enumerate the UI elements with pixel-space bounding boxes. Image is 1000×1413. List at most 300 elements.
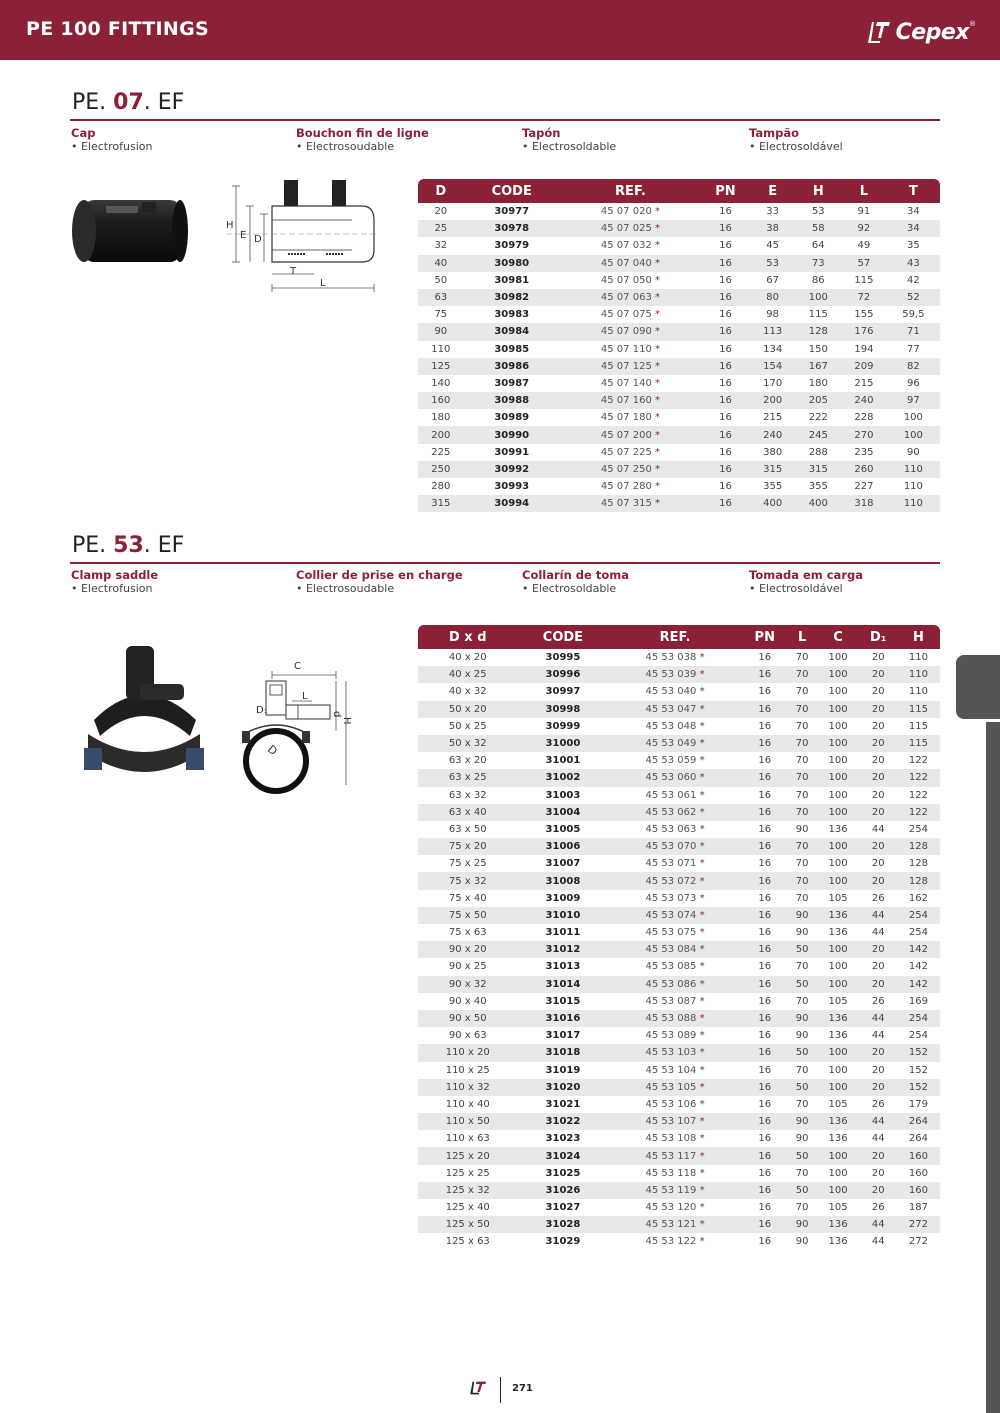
table-cell-code: 31016 — [545, 1013, 581, 1025]
table-cell-code: 30998 — [545, 703, 581, 715]
table-cell: 90 — [795, 1219, 809, 1231]
ref-asterisk: * — [699, 1116, 705, 1128]
table-row — [418, 1165, 940, 1182]
table-cell-ref: 45 53 072 * — [645, 875, 705, 887]
ref-asterisk: * — [699, 720, 705, 732]
column-header: CODE — [491, 183, 532, 199]
table-cell-code: 31002 — [545, 772, 581, 784]
table-cell: 136 — [828, 1133, 848, 1145]
table-row — [418, 666, 940, 683]
table-cell: 110 x 50 — [445, 1116, 490, 1128]
table-row — [418, 461, 940, 478]
table-cell-ref: 45 53 085 * — [645, 961, 705, 973]
table-cell: 20 — [871, 806, 885, 818]
ref-asterisk: * — [699, 1064, 705, 1076]
table-cell: 179 — [908, 1098, 928, 1110]
diagram-label-h: H — [226, 220, 234, 231]
table-cell: 400 — [808, 498, 828, 510]
table-cell: 254 — [908, 909, 928, 921]
footer-logo-icon — [468, 1380, 490, 1396]
table-cell: 136 — [828, 823, 848, 835]
table-cell: 100 — [828, 703, 848, 715]
table-row — [418, 426, 940, 443]
table-cell: 53 — [766, 257, 780, 269]
table-cell-code: 30982 — [494, 292, 530, 304]
ref-asterisk: * — [699, 1184, 705, 1196]
ref-asterisk: * — [699, 995, 705, 1007]
ref-asterisk: * — [699, 738, 705, 750]
table-cell: 100 — [903, 412, 923, 424]
table-cell: 20 — [871, 1184, 885, 1196]
table-cell: 63 x 20 — [448, 755, 487, 767]
table-cell: 200 — [431, 429, 451, 441]
table-cell: 16 — [719, 292, 732, 304]
table-cell-code: 31005 — [545, 823, 581, 835]
table-cell-code: 30986 — [494, 360, 530, 372]
table-cell-code: 31006 — [545, 841, 581, 853]
table-cell: 20 — [871, 669, 885, 681]
ref-asterisk: * — [699, 669, 705, 681]
table-row — [418, 358, 940, 375]
table-cell: 100 — [828, 686, 848, 698]
side-index-tab[interactable] — [956, 655, 1000, 719]
table-cell: 110 — [903, 463, 923, 475]
table-cell-code: 30977 — [494, 206, 530, 218]
section-title-pe53: PE. 53. EF — [72, 533, 185, 558]
table-row — [418, 838, 940, 855]
table-cell: 50 x 25 — [448, 720, 487, 732]
ref-asterisk: * — [655, 343, 660, 355]
table-cell: 240 — [763, 429, 783, 441]
table-row — [418, 872, 940, 889]
table-cell: 209 — [854, 360, 874, 372]
table-cell: 16 — [758, 1236, 772, 1248]
ref-asterisk: * — [699, 944, 705, 956]
table-cell: 245 — [808, 429, 828, 441]
table-cell: 20 — [871, 1047, 885, 1059]
table-cell: 70 — [795, 720, 809, 732]
table-cell: 136 — [828, 1219, 848, 1231]
table-cell: 170 — [763, 377, 783, 389]
table-cell-code: 30981 — [494, 274, 530, 286]
table-cell: 20 — [871, 1167, 885, 1179]
table-cell: 70 — [795, 686, 809, 698]
column-header: L — [798, 629, 807, 645]
table-cell: 100 — [828, 841, 848, 853]
table-cell-code: 31022 — [545, 1116, 581, 1128]
table-row — [418, 735, 940, 752]
table-cell-ref: 45 07 250 * — [600, 463, 660, 475]
table-cell-ref: 45 53 122 * — [645, 1236, 705, 1248]
table-cell: 16 — [758, 1167, 772, 1179]
table-row — [418, 701, 940, 718]
table-cell: 53 — [811, 206, 825, 218]
lang-english: Cap • Electrofusion — [71, 126, 153, 153]
table-cell-ref: 45 53 070 * — [645, 841, 705, 853]
table-cell: 280 — [431, 481, 451, 493]
table-cell: 16 — [719, 429, 732, 441]
table-cell: 44 — [871, 1030, 885, 1042]
header-title: PE 100 FITTINGS — [26, 18, 209, 40]
table-cell-ref: 45 53 088 * — [645, 1013, 705, 1025]
table-cell: 70 — [795, 789, 809, 801]
table-cell: 380 — [763, 446, 783, 458]
table-cell: 50 x 20 — [448, 703, 487, 715]
ref-asterisk: * — [699, 1150, 705, 1162]
table-cell: 100 — [828, 875, 848, 887]
table-cell: 100 — [903, 429, 923, 441]
table-cell: 128 — [908, 841, 928, 853]
table-cell: 16 — [758, 1047, 772, 1059]
table-cell: 194 — [854, 343, 874, 355]
table-cell: 100 — [828, 961, 848, 973]
table-cell: 115 — [854, 274, 874, 286]
table-cell: 73 — [811, 257, 825, 269]
table-cell: 125 x 40 — [445, 1202, 490, 1214]
table-cell: 40 x 20 — [448, 652, 487, 664]
table-cell: 72 — [857, 292, 871, 304]
table-cell: 40 x 25 — [448, 669, 487, 681]
table-cell: 70 — [795, 961, 809, 973]
table-cell-ref: 45 07 200 * — [600, 429, 660, 441]
table-row — [418, 444, 940, 461]
table-cell: 315 — [763, 463, 783, 475]
table-cell: 20 — [871, 858, 885, 870]
table-cell-ref: 45 53 084 * — [645, 944, 705, 956]
table-cell: 90 x 25 — [448, 961, 487, 973]
table-cell: 16 — [758, 892, 772, 904]
table-cell: 16 — [758, 909, 772, 921]
table-cell: 34 — [907, 223, 920, 235]
table-row — [418, 306, 940, 323]
table-row — [418, 1182, 940, 1199]
table-cell: 122 — [908, 755, 928, 767]
table-cell: 75 x 25 — [448, 858, 487, 870]
table-cell: 16 — [719, 377, 732, 389]
column-header: PN — [754, 629, 775, 645]
table-cell: 16 — [719, 498, 732, 510]
table-cell: 77 — [907, 343, 920, 355]
table-row — [418, 272, 940, 289]
diagram-label-d: D — [264, 742, 280, 758]
table-cell: 100 — [828, 1047, 848, 1059]
table-row — [418, 1010, 940, 1027]
table-cell-code: 30979 — [494, 240, 530, 252]
column-header: D₁ — [869, 629, 887, 645]
table-cell: 16 — [758, 995, 772, 1007]
table-cell: 254 — [908, 1013, 928, 1025]
table-cell: 92 — [857, 223, 871, 235]
table-row — [418, 1147, 940, 1164]
table-cell: 16 — [758, 738, 772, 750]
table-cell: 20 — [871, 944, 885, 956]
table-cell: 100 — [828, 720, 848, 732]
table-cell: 58 — [811, 223, 825, 235]
table-cell: 16 — [758, 978, 772, 990]
ref-asterisk: * — [699, 1236, 705, 1248]
table-cell-ref: 45 07 020 * — [600, 206, 660, 218]
table-cell: 100 — [828, 755, 848, 767]
table-cell: 105 — [828, 892, 848, 904]
table-cell: 90 — [795, 823, 809, 835]
table-cell: 75 x 63 — [448, 927, 487, 939]
ref-asterisk: * — [699, 841, 705, 853]
table-row — [418, 683, 940, 700]
table-row — [418, 1113, 940, 1130]
table-cell: 122 — [908, 772, 928, 784]
table-cell-code: 30994 — [494, 498, 530, 510]
column-header: PN — [715, 183, 736, 199]
table-cell: 16 — [758, 755, 772, 767]
table-cell-code: 30985 — [494, 343, 530, 355]
diagram-label-h: H — [341, 717, 352, 725]
table-cell: 70 — [795, 1064, 809, 1076]
table-cell: 49 — [857, 240, 871, 252]
column-header: L — [859, 183, 869, 199]
table-cell: 222 — [808, 412, 828, 424]
table-row — [418, 220, 940, 237]
table-cell-code: 30989 — [494, 412, 530, 424]
table-cell-ref: 45 53 106 * — [645, 1098, 705, 1110]
table-cell: 100 — [828, 772, 848, 784]
table-cell: 20 — [871, 978, 885, 990]
diagram-label-d1: D₁ — [256, 705, 268, 716]
table-cell: 100 — [828, 669, 848, 681]
ref-asterisk: * — [655, 326, 660, 338]
table-cell: 113 — [763, 326, 783, 338]
table-cell: 42 — [907, 274, 920, 286]
table-cell-code: 31015 — [545, 995, 581, 1007]
table-cell: 50 — [795, 978, 809, 990]
ref-asterisk: * — [699, 1167, 705, 1179]
table-cell: 70 — [795, 858, 809, 870]
table-row — [418, 1044, 940, 1061]
cap-product-image — [66, 188, 196, 278]
table-cell: 50 — [795, 1081, 809, 1093]
table-cell: 105 — [828, 1098, 848, 1110]
table-cell: 100 — [828, 1150, 848, 1162]
table-cell: 110 x 63 — [445, 1133, 490, 1145]
table-cell: 70 — [795, 806, 809, 818]
table-cell: 110 — [908, 669, 928, 681]
table-cell: 20 — [434, 206, 448, 218]
diagram-label-e: E — [240, 230, 247, 241]
table-cell: 20 — [871, 738, 885, 750]
table-cell: 110 x 32 — [445, 1081, 490, 1093]
table-cell-code: 31024 — [545, 1150, 581, 1162]
table-cell-code: 30993 — [494, 481, 530, 493]
table-cell-code: 31011 — [545, 927, 581, 939]
table-row — [418, 649, 940, 666]
diagram-label-c: C — [294, 661, 301, 672]
table-cell: 90 — [795, 1133, 809, 1145]
table-cell: 34 — [907, 206, 920, 218]
table-cell: 152 — [908, 1081, 928, 1093]
ref-asterisk: * — [699, 1030, 705, 1042]
column-header: D — [435, 183, 447, 199]
table-cell-code: 30980 — [494, 257, 530, 269]
table-cell-code: 30997 — [545, 686, 581, 698]
ref-asterisk: * — [655, 481, 660, 493]
table-cell: 152 — [908, 1064, 928, 1076]
table-cell-ref: 45 07 025 * — [600, 223, 660, 235]
ref-asterisk: * — [699, 961, 705, 973]
table-cell: 100 — [828, 652, 848, 664]
table-cell: 20 — [871, 686, 885, 698]
table-cell: 90 — [795, 927, 809, 939]
clamp-saddle-product-image — [74, 640, 214, 790]
table-cell-ref: 45 53 103 * — [645, 1047, 705, 1059]
table-row — [418, 1130, 940, 1147]
table-cell: 355 — [808, 481, 828, 493]
table-cell-ref: 45 07 180 * — [600, 412, 660, 424]
table-cell: 115 — [808, 309, 828, 321]
table-cell: 136 — [828, 1030, 848, 1042]
table-cell-ref: 45 53 063 * — [645, 823, 705, 835]
table-cell: 75 x 20 — [448, 841, 487, 853]
table-cell: 140 — [431, 377, 451, 389]
ref-asterisk: * — [655, 498, 660, 510]
table-cell: 20 — [871, 875, 885, 887]
table-cell-ref: 45 53 039 * — [645, 669, 705, 681]
table-cell-code: 31008 — [545, 875, 581, 887]
table-cell: 16 — [719, 412, 732, 424]
ref-asterisk: * — [699, 823, 705, 835]
table-cell: 50 — [795, 1184, 809, 1196]
table-cell: 100 — [828, 806, 848, 818]
table-cell: 70 — [795, 995, 809, 1007]
table-cell: 70 — [795, 772, 809, 784]
table-cell: 136 — [828, 1236, 848, 1248]
table-cell-ref: 45 53 073 * — [645, 892, 705, 904]
table-row — [418, 958, 940, 975]
table-row — [418, 203, 940, 220]
table-row — [418, 392, 940, 409]
table-cell: 20 — [871, 772, 885, 784]
column-header: C — [833, 629, 843, 645]
column-header: E — [768, 183, 778, 199]
table-cell: 176 — [854, 326, 874, 338]
table-cell: 44 — [871, 823, 885, 835]
table-cell: 63 x 25 — [448, 772, 487, 784]
table-row — [418, 941, 940, 958]
table-cell: 70 — [795, 1202, 809, 1214]
table-cell: 70 — [795, 669, 809, 681]
diagram-label-d-small: d — [331, 711, 342, 718]
table-cell-code: 31026 — [545, 1184, 581, 1196]
table-cell: 105 — [828, 1202, 848, 1214]
table-cell: 44 — [871, 1219, 885, 1231]
table-cell: 25 — [434, 223, 448, 235]
table-cell-ref: 45 07 050 * — [600, 274, 660, 286]
table-cell: 90 — [795, 1236, 809, 1248]
ref-asterisk: * — [699, 755, 705, 767]
table-cell: 16 — [758, 927, 772, 939]
table-cell-code: 30990 — [494, 429, 530, 441]
table-cell: 400 — [763, 498, 783, 510]
table-row — [418, 718, 940, 735]
table-cell: 63 x 40 — [448, 806, 487, 818]
table-cell-ref: 45 07 315 * — [600, 498, 660, 510]
table-cell-ref: 45 07 063 * — [600, 292, 660, 304]
ref-asterisk: * — [655, 412, 660, 424]
table-cell-code: 31013 — [545, 961, 581, 973]
table-cell: 105 — [828, 995, 848, 1007]
table-cell: 90 x 50 — [448, 1013, 487, 1025]
table-cell-code: 30984 — [494, 326, 530, 338]
cap-technical-diagram — [222, 176, 382, 296]
table-cell: 16 — [719, 223, 732, 235]
table-cell: 86 — [811, 274, 825, 286]
table-cell-code: 31018 — [545, 1047, 581, 1059]
table-cell-ref: 45 53 104 * — [645, 1064, 705, 1076]
table-cell: 180 — [431, 412, 451, 424]
table-cell: 75 x 50 — [448, 909, 487, 921]
table-cell: 70 — [795, 841, 809, 853]
clamp-saddle-technical-diagram — [236, 655, 362, 795]
table-cell: 70 — [795, 892, 809, 904]
table-cell-code: 31023 — [545, 1133, 581, 1145]
table-cell: 70 — [795, 703, 809, 715]
table-cell: 16 — [758, 1184, 772, 1196]
table-cell: 16 — [758, 772, 772, 784]
table-cell: 16 — [719, 257, 732, 269]
table-cell: 90 x 32 — [448, 978, 487, 990]
table-cell: 44 — [871, 927, 885, 939]
ref-asterisk: * — [699, 686, 705, 698]
table-cell-ref: 45 07 040 * — [600, 257, 660, 269]
diagram-label-l: L — [320, 278, 326, 289]
table-cell: 110 — [908, 652, 928, 664]
ref-asterisk: * — [655, 292, 660, 304]
table-cell-ref: 45 07 090 * — [600, 326, 660, 338]
table-cell-code: 31009 — [545, 892, 581, 904]
column-header: REF. — [615, 183, 646, 199]
table-cell: 215 — [763, 412, 783, 424]
table-cell: 16 — [758, 1219, 772, 1231]
lang-spanish: Collarín de toma • Electrosoldable — [522, 568, 629, 595]
table-cell: 136 — [828, 909, 848, 921]
table-cell: 97 — [907, 395, 920, 407]
table-cell: 33 — [766, 206, 780, 218]
table-cell: 318 — [854, 498, 874, 510]
table-cell: 16 — [758, 875, 772, 887]
table-cell: 40 x 32 — [448, 686, 487, 698]
table-cell: 16 — [719, 240, 732, 252]
table-cell: 110 — [908, 686, 928, 698]
table-cell: 38 — [766, 223, 780, 235]
table-cell: 272 — [908, 1236, 928, 1248]
ref-asterisk: * — [699, 772, 705, 784]
table-row — [418, 993, 940, 1010]
table-cell: 90 — [795, 909, 809, 921]
table-cell: 90 — [795, 1013, 809, 1025]
table-cell: 59,5 — [902, 309, 925, 321]
table-cell: 16 — [758, 1030, 772, 1042]
table-row — [418, 890, 940, 907]
ref-asterisk: * — [699, 892, 705, 904]
table-cell: 100 — [828, 738, 848, 750]
table-cell: 264 — [908, 1116, 928, 1128]
table-cell-ref: 45 53 119 * — [645, 1184, 705, 1196]
table-row — [418, 323, 940, 340]
table-cell: 20 — [871, 652, 885, 664]
ref-asterisk: * — [699, 1219, 705, 1231]
column-header: T — [908, 183, 918, 199]
table-cell: 20 — [871, 1150, 885, 1162]
table-cell: 16 — [758, 789, 772, 801]
table-cell: 100 — [828, 789, 848, 801]
